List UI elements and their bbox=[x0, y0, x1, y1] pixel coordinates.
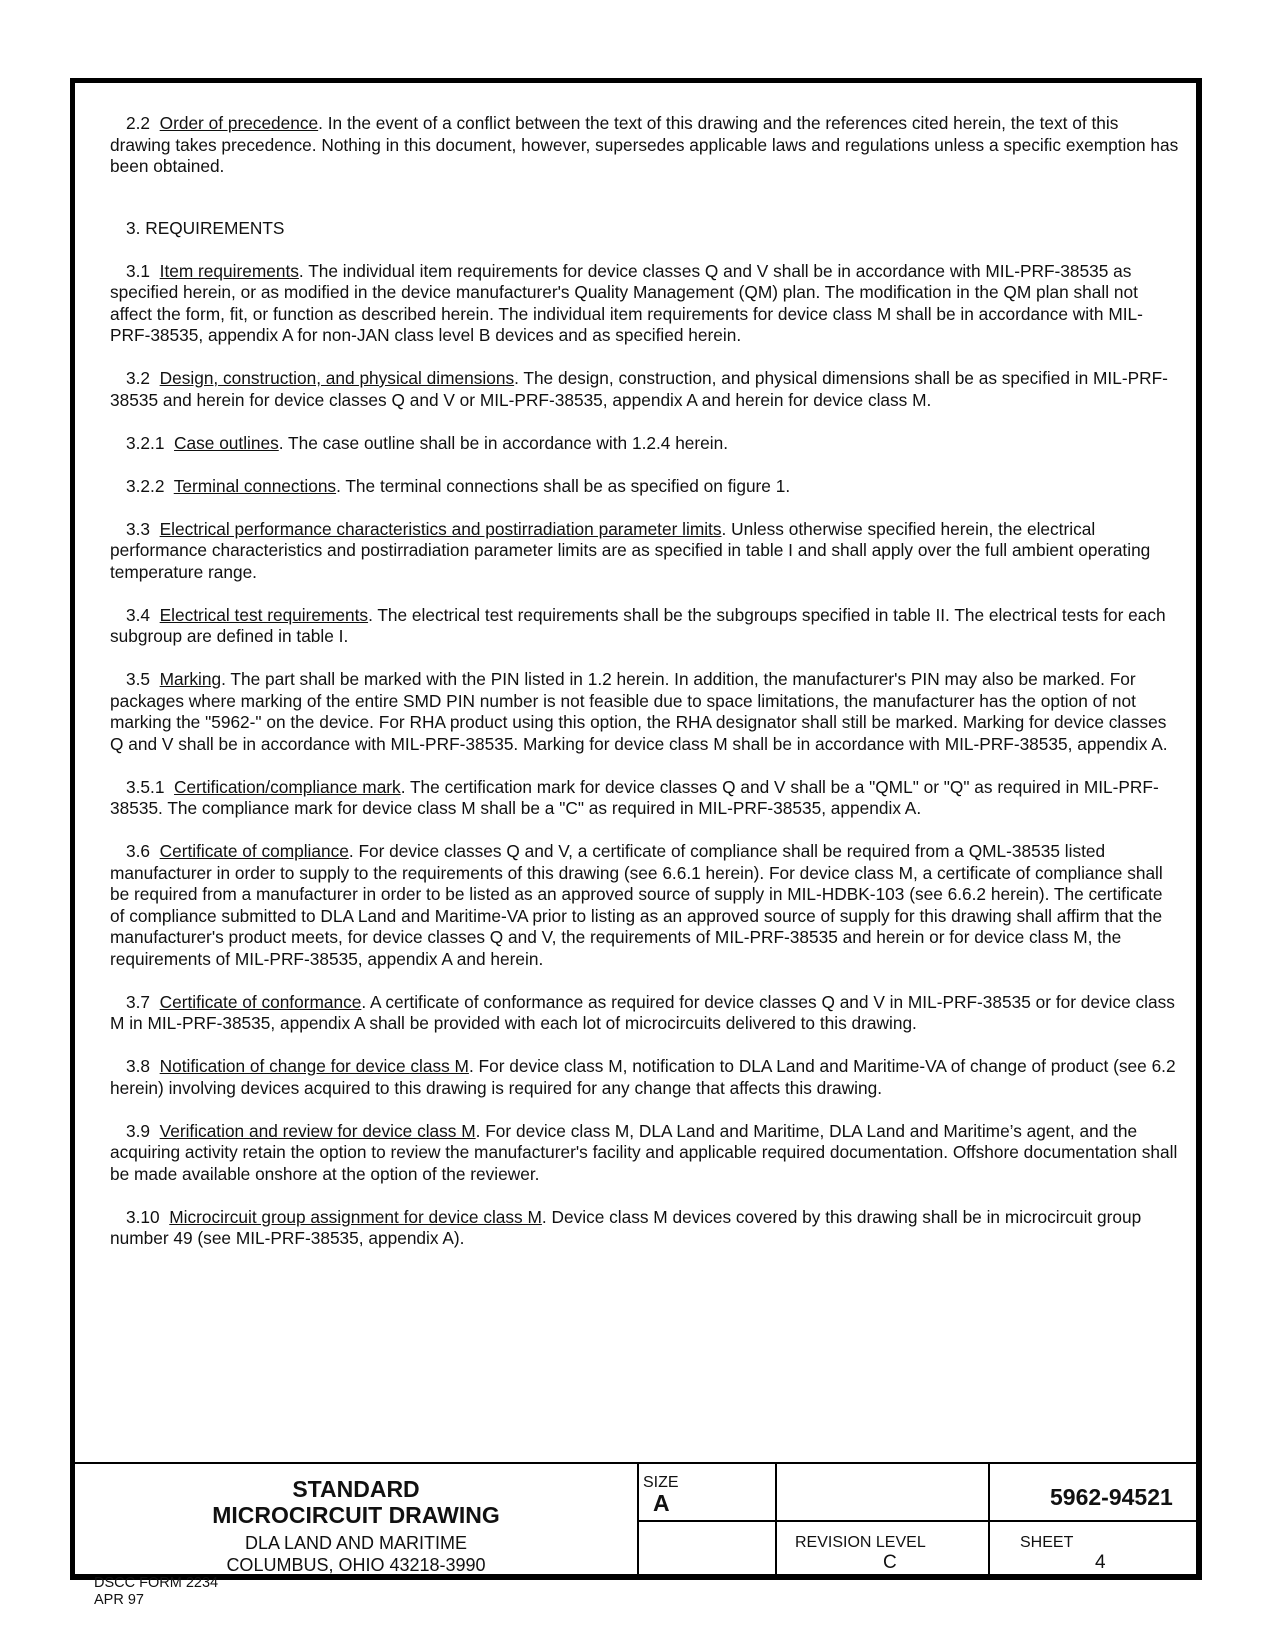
agency-address: COLUMBUS, OHIO 43218-3990 bbox=[226, 1555, 486, 1575]
revision-label: REVISION LEVEL bbox=[795, 1534, 926, 1551]
para-3-6: 3.6 Certificate of compliance. For device classes Q and V, a certificate of compliance shall be required from a QML-38535 listed manufacturer in order to supply to the requirements of this drawing (see 6.6.1 herein). For device class M, a certificate of compliance shall be required from a manufacturer in order to be listed as an approved source of supply in MIL-HDBK-103 (see 6.6.2 herein). The certificate of compliance submitted to DLA Land and Maritime-VA prior to listing as an approved source of supply for this drawing shall affirm that the manufacturer's product meets, for device classes Q and V, the requirements of MIL-PRF-38535 and herein or for device class M, the requirements of MIL-PRF-38535, appendix A and herein. bbox=[110, 841, 1163, 969]
para-3-8: 3.8 Notification of change for device class M. For device class M, notification to DLA Land and Maritime-VA of change of product (see 6.2 herein) involving devices acquired to this drawing is required for any change that affects this drawing. bbox=[110, 1056, 1176, 1098]
para-3-5: 3.5 Marking. The part shall be marked with the PIN listed in 1.2 herein. In addition, the manufacturer's PIN may also be marked. For packages where marking of the entire SMD PIN number is not feasible due to space limitations, the manufacturer has the option of not marking the "5962-" on the device. For RHA product using this option, the RHA designator shall still be marked. Marking for device classes Q and V shall be in accordance with MIL-PRF-38535. Marking for device class M shall be in accordance with MIL-PRF-38535, appendix A. bbox=[110, 669, 1168, 754]
para-title: Certificate of conformance bbox=[159, 991, 362, 1012]
para-3-7: 3.7 Certificate of conformance. A certificate of conformance as required for device classes Q and V in MIL-PRF-38535 or for device class M in MIL-PRF-38535, appendix A shall be provided with each lot of microcircuits delivered to this drawing. bbox=[110, 991, 1175, 1033]
agency-name: DLA LAND AND MARITIME bbox=[244, 1533, 468, 1553]
para-title: Electrical test requirements bbox=[159, 604, 369, 625]
title-block bbox=[75, 1462, 1197, 1577]
para-title: Order of precedence bbox=[159, 113, 319, 133]
section-heading: 3. REQUIREMENTS bbox=[126, 217, 285, 238]
para-title: Certification/compliance mark bbox=[174, 776, 401, 797]
sheet-label: SHEET bbox=[1020, 1534, 1074, 1551]
para-title: Design, construction, and physical dimensions bbox=[159, 368, 515, 388]
form-footer bbox=[94, 1575, 218, 1609]
para-3-2: 3.2 Design, construction, and physical dimensions. The design, construction, and physical dimensions shall be as specified in MIL-PRF-38535 and herein for device classes Q and V or MIL-PRF-38535, appendix A and herein for device class M. bbox=[110, 368, 1168, 410]
para-3-10: 3.10 Microcircuit group assignment for device class M. Device class M devices covered by this drawing shall be in microcircuit group number 49 (see MIL-PRF-38535, appendix A). bbox=[110, 1206, 1142, 1248]
document-number: 5962-94521 bbox=[1050, 1484, 1173, 1510]
sheet-value: 4 bbox=[1095, 1552, 1106, 1573]
para-title: Item requirements bbox=[159, 260, 299, 281]
form-number: DSCC FORM 2234 bbox=[94, 1575, 219, 1591]
para-3-2-1: 3.2.1 Case outlines. The case outline shall be in accordance with 1.2.4 herein. bbox=[126, 432, 729, 453]
para-title: Electrical performance characteristics and postirradiation parameter limits bbox=[159, 518, 722, 539]
para-2-2: 2.2 Order of precedence. In the event of a conflict between the text of this drawing and the references cited herein, the text of this drawing takes precedence. Nothing in this document, however, supersedes applicable laws and regulations unless a specific exemption has been obtained. bbox=[110, 113, 1179, 176]
document-body bbox=[110, 113, 1180, 1271]
para-3-4: 3.4 Electrical test requirements. The electrical test requirements shall be the subgroups specified in table II. The electrical tests for each subgroup are defined in table I. bbox=[110, 604, 1166, 646]
size-value: A bbox=[653, 1490, 670, 1516]
para-3-2-2: 3.2.2 Terminal connections. The terminal connections shall be as specified on figure 1. bbox=[126, 475, 791, 496]
revision-value: C bbox=[883, 1552, 897, 1573]
standard-drawing-cell bbox=[75, 1464, 637, 1577]
para-title: Notification of change for device class M bbox=[159, 1056, 469, 1076]
para-title: Certificate of compliance bbox=[159, 841, 349, 861]
para-3-5-1: 3.5.1 Certification/compliance mark. The certification mark for device classes Q and V shall be a "QML" or "Q" as required in MIL-PRF-38535. The compliance mark for device class M shall be a "C" as required in MIL-PRF-38535, appendix A. bbox=[110, 776, 1159, 818]
para-title: Marking bbox=[159, 669, 222, 689]
para-3-9: 3.9 Verification and review for device class M. For device class M, DLA Land and Maritime, DLA Land and Maritime’s agent, and the acquiring activity retain the option to review the manufacturer's facility and applicable required documentation. Offshore documentation shall be made available onshore at the option of the reviewer. bbox=[110, 1120, 1178, 1184]
para-3-1: 3.1 Item requirements. The individual item requirements for device classes Q and V shall be in accordance with MIL-PRF-38535 as specified herein, or as modified in the device manufacturer's Quality Management (QM) plan. The modification in the QM plan shall not affect the form, fit, or function as described herein. The individual item requirements for device class M shall be in accordance with MIL-PRF-38535, appendix A for non-JAN class level B devices and as specified herein. bbox=[110, 260, 1143, 345]
para-title: Verification and review for device class M bbox=[159, 1120, 476, 1141]
para-title: Case outlines bbox=[174, 432, 279, 453]
title-standard: STANDARD bbox=[292, 1476, 420, 1502]
para-title: Microcircuit group assignment for device class M bbox=[169, 1206, 542, 1227]
para-title: Terminal connections bbox=[173, 475, 337, 496]
title-microcircuit-drawing: MICROCIRCUIT DRAWING bbox=[212, 1502, 500, 1528]
form-date: APR 97 bbox=[94, 1592, 144, 1608]
para-3-3: 3.3 Electrical performance characteristics and postirradiation parameter limits. Unless otherwise specified herein, the electrical performance characteristics and postirradiation parameter limits are as specified in table I and shall apply over the full ambient operating temperature range. bbox=[110, 518, 1151, 582]
size-label: SIZE bbox=[643, 1474, 679, 1491]
divider bbox=[637, 1520, 1197, 1522]
